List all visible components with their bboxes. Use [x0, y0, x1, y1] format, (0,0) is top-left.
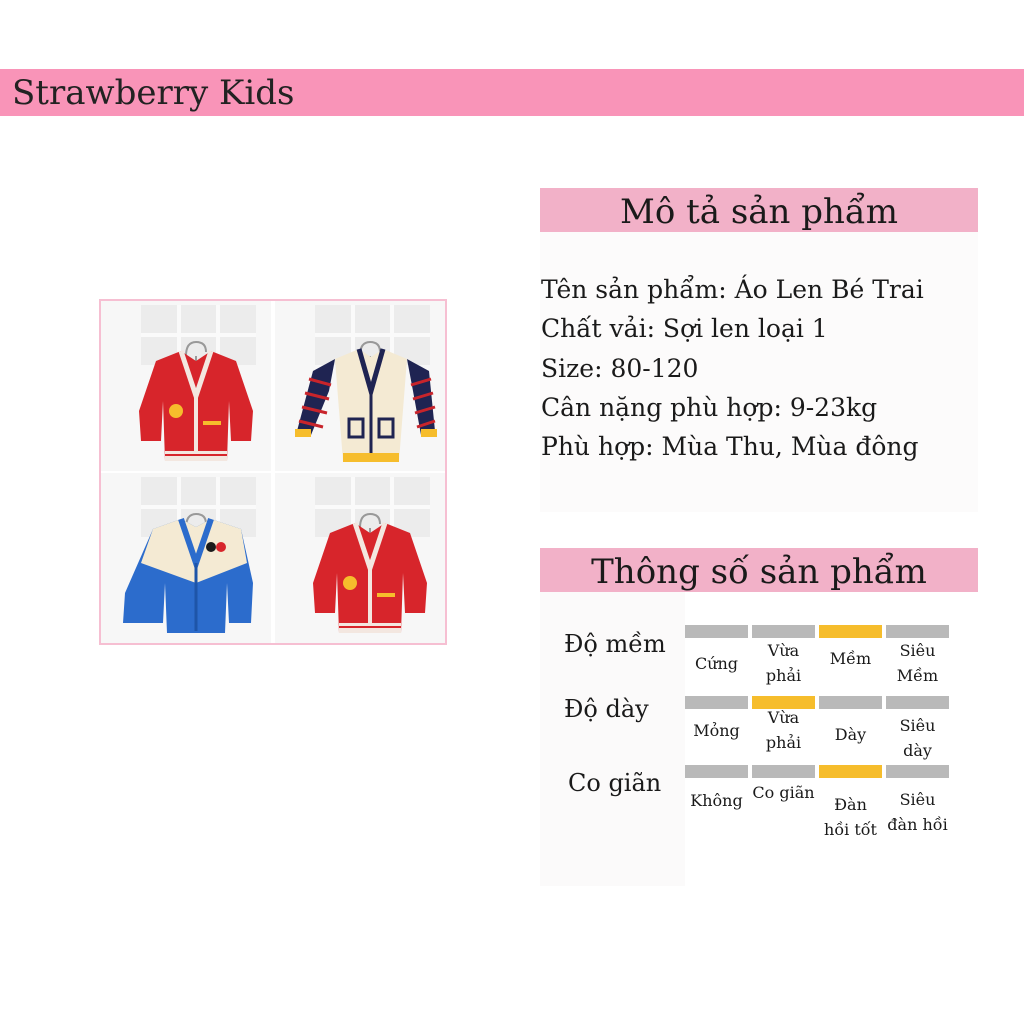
description-list	[541, 270, 924, 466]
size-line: Size: 80-120	[541, 353, 699, 383]
spec-bar	[685, 625, 748, 638]
spec-option-label: Siêu đàn hồi	[887, 790, 948, 834]
spec-label: Co giãn	[568, 769, 662, 797]
spec-bar	[685, 765, 748, 778]
product-name-line: Tên sản phẩm: Áo Len Bé Trai	[541, 275, 924, 304]
fabric-line: Chất vải: Sợi len loại 1	[541, 314, 828, 344]
season-line: Phù hợp: Mùa Thu, Mùa đông	[541, 432, 919, 462]
spec-label: Độ dày	[564, 695, 649, 723]
brand-name: Strawberry Kids	[12, 73, 295, 113]
spec-option-label: Co giãn	[752, 783, 815, 802]
product-image-red-1	[101, 301, 271, 471]
spec-option-label: Không	[690, 791, 743, 810]
product-image-red-4	[275, 473, 445, 643]
product-image-blue-3	[101, 473, 271, 643]
spec-option-label: Vừa phải	[765, 641, 802, 685]
specs-heading: Thông số sản phẩm	[540, 548, 978, 592]
spec-bar	[685, 696, 748, 709]
description-heading: Mô tả sản phẩm	[540, 188, 978, 232]
spec-bar-selected	[819, 625, 882, 638]
spec-option-label: Dày	[834, 725, 867, 744]
spec-option-label: Mềm	[829, 649, 872, 668]
spec-bar	[752, 765, 815, 778]
spec-bar	[819, 696, 882, 709]
spec-bar-selected	[819, 765, 882, 778]
spec-option-label: Mỏng	[693, 721, 740, 740]
spec-bar	[752, 625, 815, 638]
spec-bar	[886, 696, 949, 709]
product-photo-grid[interactable]	[99, 299, 447, 645]
spec-option-label: Đàn hồi tốt	[824, 795, 877, 839]
spec-bar	[886, 625, 949, 638]
spec-option-label: Vừa phải	[765, 708, 802, 752]
spec-option-label: Siêu dày	[899, 716, 936, 760]
brand-banner	[0, 69, 1024, 116]
spec-bar	[886, 765, 949, 778]
spec-label: Độ mềm	[564, 630, 666, 658]
weight-line: Cân nặng phù hợp: 9-23kg	[541, 392, 878, 422]
spec-option-label: Cứng	[694, 654, 739, 673]
product-image-cream-2	[275, 301, 445, 471]
spec-option-label: Siêu Mềm	[896, 641, 939, 685]
